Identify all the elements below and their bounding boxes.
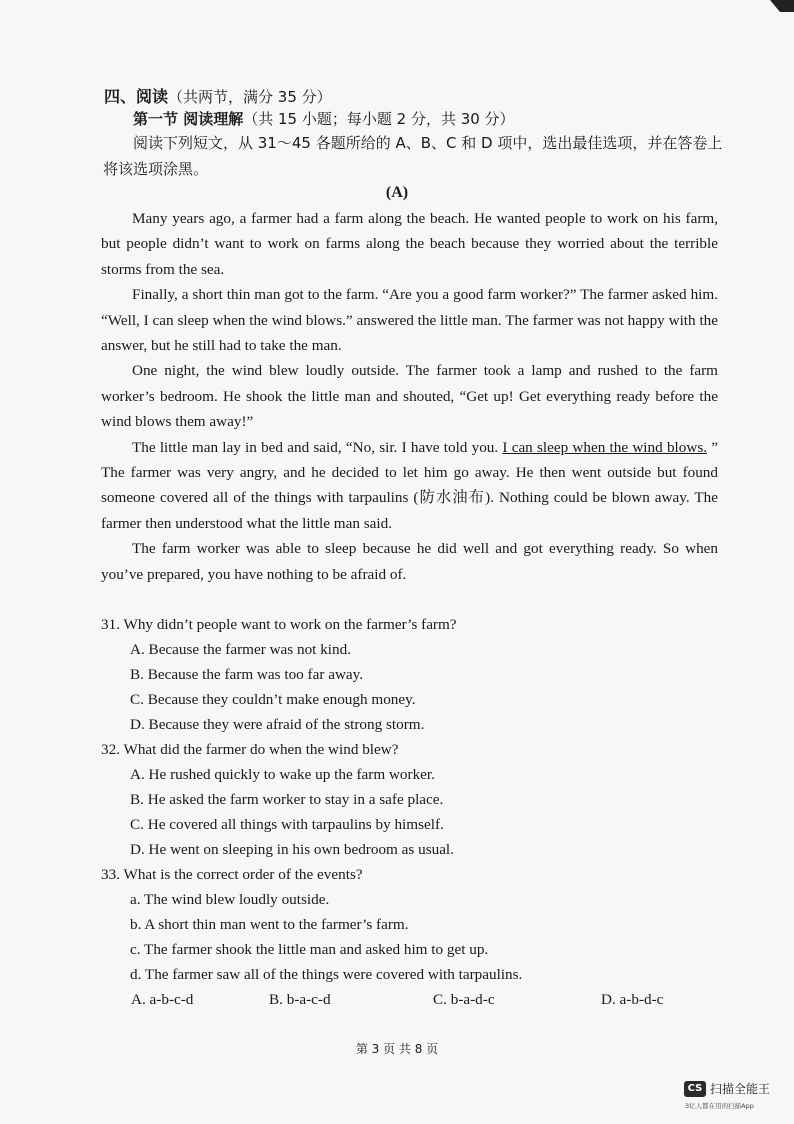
question-33-choice-b[interactable]: B. b-a-c-d [269, 991, 331, 1008]
question-32-option-b[interactable]: B. He asked the farm worker to stay in a safe place. [130, 791, 444, 808]
question-33-choices [101, 987, 741, 1012]
question-33-choice-a[interactable]: A. a-b-c-d [131, 991, 194, 1008]
scanner-watermark [684, 1080, 770, 1097]
scanner-logo-icon: CS [684, 1081, 706, 1097]
passage-title: (A) [385, 184, 409, 201]
part-heading [104, 84, 332, 107]
question-list [101, 612, 741, 1012]
question-33-event-c: c. The farmer shook the little man and asked him to get up. [130, 941, 489, 958]
question-33-stem: 33. What is the correct order of the events? [101, 866, 363, 883]
question-32-stem: 32. What did the farmer do when the wind blew? [101, 741, 399, 758]
passage-paragraph-4 [101, 435, 718, 537]
question-31-option-c[interactable]: C. Because they couldn’t make enough money. [130, 691, 416, 708]
question-31-option-b[interactable]: B. Because the farm was too far away. [130, 666, 364, 683]
passage-paragraph-5: The farm worker was able to sleep because he did well and got everything ready. So when you’ve prepared, you have nothing to be afraid of. [101, 540, 718, 583]
question-32-option-a[interactable]: A. He rushed quickly to wake up the farm worker. [130, 766, 435, 783]
question-33-choice-d[interactable]: D. a-b-d-c [601, 991, 664, 1008]
part-note: （共两节，满分 35 分） [168, 88, 332, 106]
part-title: 四、阅读 [104, 87, 169, 106]
passage-paragraph-1: Many years ago, a farmer had a farm along the beach. He wanted people to work on his farm, but people didn’t want to work on farms along the beach because they worried about the terrible storms from the sea. [101, 210, 718, 278]
scanner-app-name: 扫描全能王 [710, 1082, 771, 1096]
page-corner-mark [764, 0, 794, 14]
question-33-choice-c[interactable]: C. b-a-d-c [433, 991, 495, 1008]
question-31-option-d[interactable]: D. Because they were afraid of the strong storm. [130, 716, 425, 733]
section-note: （共 15 小题；每小题 2 分，共 30 分） [243, 110, 515, 128]
question-33-event-b: b. A short thin man went to the farmer’s farm. [130, 916, 409, 933]
reading-passage [101, 206, 718, 587]
underlined-sentence: I can sleep when the wind blows. [502, 438, 708, 456]
question-31-stem: 31. Why didn’t people want to work on the farmer’s farm? [101, 616, 457, 633]
question-31-option-a[interactable]: A. Because the farmer was not kind. [130, 641, 351, 658]
scanner-tagline: 3亿人都在用的扫描App [685, 1102, 754, 1110]
passage-paragraph-2: Finally, a short thin man got to the farm. “Are you a good farm worker?” The farmer asked him. “Well, I can sleep when the wind blows.” answered the little man. The farmer was not happy with the answer, but he still had to take the man. [101, 286, 718, 355]
question-33-event-d: d. The farmer saw all of the things were covered with tarpaulins. [130, 966, 523, 983]
p4-text-before: The little man lay in bed and said, “No, sir. I have told you. [132, 438, 503, 456]
question-33-event-a: a. The wind blew loudly outside. [130, 891, 330, 908]
section-title: 第一节 阅读理解 [133, 110, 244, 128]
question-32-option-c[interactable]: C. He covered all things with tarpaulins by himself. [130, 816, 444, 833]
section-heading [133, 108, 515, 129]
p4-text-after: ” The farmer was very angry, and he decided to let him go away. He then went outside but found someone covered all of the things with tarpaulins (防水油布). Nothing could be blown away. The farmer then understood what the little man said. [101, 438, 718, 532]
instruction-text: 阅读下列短文，从 31～45 各题所给的 A、B、C 和 D 项中，选出最佳选项，并在答卷上将该选项涂黑。 [103, 134, 723, 178]
page-number: 第 3 页 共 8 页 [355, 1042, 439, 1056]
question-32-option-d[interactable]: D. He went on sleeping in his own bedroom as usual. [130, 841, 454, 858]
passage-paragraph-3: One night, the wind blew loudly outside. The farmer took a lamp and rushed to the farm worker’s bedroom. He shook the little man and shouted, “Get up! Get everything ready before the wind blows them away!” [101, 362, 718, 431]
